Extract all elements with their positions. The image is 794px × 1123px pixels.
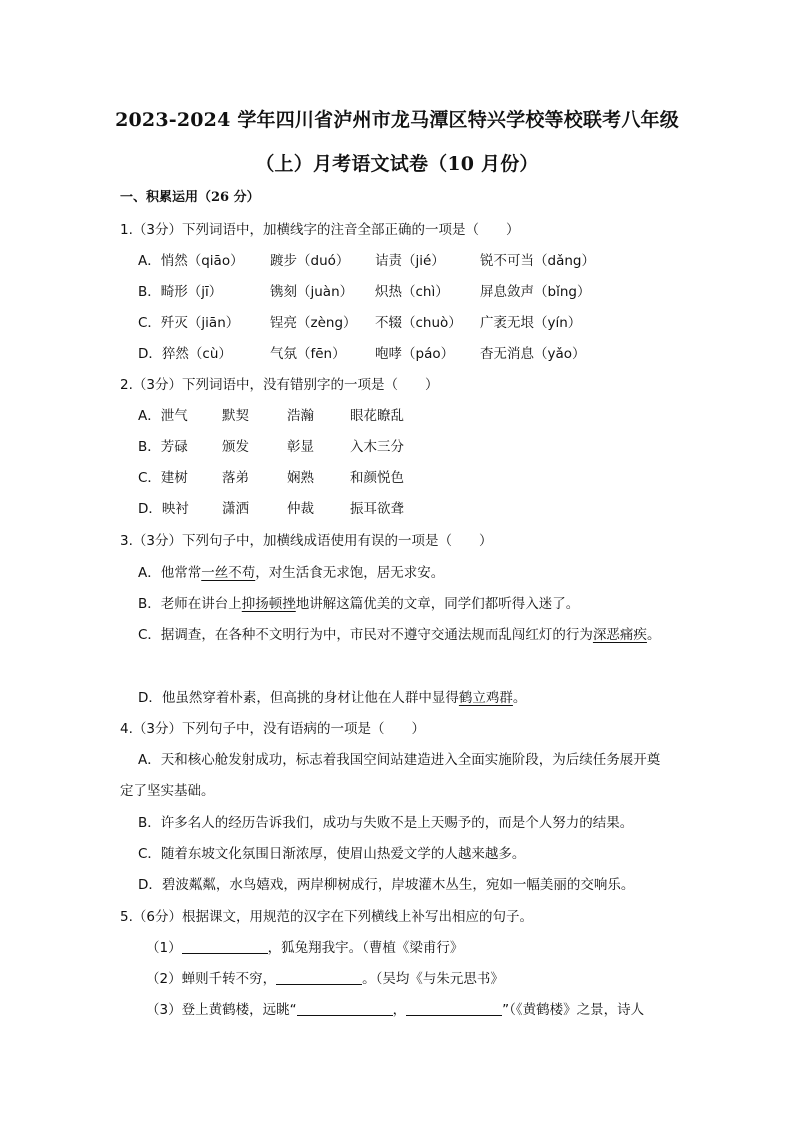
option-cell: 振耳欲聋: [350, 501, 404, 517]
item-text: ”（《黄鹤楼》之景，诗人: [502, 1002, 645, 1018]
question-5-item-2: [146, 967, 504, 987]
option-cell: 咆哮（páo）: [375, 346, 455, 362]
option-text: A．他常常: [138, 565, 202, 581]
option-cell: 炽热（chì）: [375, 284, 449, 300]
option-text: B．老师在讲台上: [138, 596, 242, 612]
option-text: 地讲解这篇优美的文章，同学们都听得入迷了。: [295, 596, 580, 612]
option-cell: 眼花瞭乱: [350, 408, 404, 424]
option-cell: 浩瀚: [287, 408, 314, 424]
question-4-option-c: C．随着东坡文化氛围日渐浓厚，使眉山热爱文学的人越来越多。: [138, 846, 526, 862]
option-cell: 镌刻（juàn）: [270, 284, 354, 300]
item-text: ，狐兔翔我宇。（曹植《梁甫行》: [267, 940, 464, 956]
option-cell: 气氛（fēn）: [270, 346, 346, 362]
option-cell: 不辍（chuò）: [375, 315, 462, 331]
answer-blank[interactable]: [276, 970, 362, 985]
question-4-option-b: B．许多名人的经历告诉我们，成功与失败不是上天赐予的，而是个人努力的结果。: [138, 815, 634, 831]
option-cell: B．芳碌: [138, 439, 188, 455]
option-cell: 默契: [222, 408, 249, 424]
question-3-option-a: [138, 561, 444, 581]
question-5-item-1: [146, 936, 463, 956]
question-5-stem: 5.（6分）根据课文，用规范的汉字在下列横线上补写出相应的句子。: [120, 909, 533, 925]
option-cell: 彰显: [287, 439, 314, 455]
option-cell: B．畸形（jī）: [138, 284, 223, 300]
option-text: D．他虽然穿着朴素，但高挑的身材让他在人群中显得: [138, 690, 459, 706]
question-3-option-c: [138, 623, 660, 643]
item-text: ，: [392, 1002, 407, 1018]
answer-blank[interactable]: [406, 1001, 502, 1016]
underlined-idiom: 一丝不苟: [201, 565, 256, 581]
option-cell: 诘责（jié）: [375, 253, 445, 269]
title-line-1: 2023-2024 学年四川省泸州市龙马潭区特兴学校等校联考八年级: [115, 109, 679, 131]
option-cell: D．猝然（cù）: [138, 346, 232, 362]
option-cell: 屏息敛声（bǐng）: [480, 284, 591, 300]
option-cell: 落弟: [222, 470, 249, 486]
option-cell: C．建树: [138, 470, 188, 486]
option-cell: 仲裁: [287, 501, 314, 517]
answer-blank[interactable]: [297, 1001, 393, 1016]
answer-blank[interactable]: [182, 939, 268, 954]
item-text: （1）: [146, 940, 182, 956]
option-text: C．据调查，在各种不文明行为中，市民对不遵守交通法规而乱闯红灯的行为: [138, 627, 593, 643]
option-cell: 颁发: [222, 439, 249, 455]
question-5-item-3: [146, 998, 644, 1018]
item-text: 。（吴均《与朱元思书》: [362, 971, 504, 987]
question-4-stem: 4.（3分）下列句子中，没有语病的一项是（ ）: [120, 721, 425, 737]
option-cell: A．悄然（qiāo）: [138, 253, 244, 269]
option-cell: A．泄气: [138, 408, 188, 424]
title-line-2: （上）月考语文试卷（10 月份）: [255, 153, 539, 175]
question-3-stem: 3.（3分）下列句子中，加横线成语使用有误的一项是（ ）: [120, 533, 493, 549]
option-cell: 杳无消息（yǎo）: [480, 346, 586, 362]
question-4-option-d: D．碧波粼粼，水鸟嬉戏，两岸柳树成行，岸坡灌木丛生，宛如一幅美丽的交响乐。: [138, 877, 635, 893]
option-cell: 入木三分: [350, 439, 404, 455]
item-text: （3）登上黄鹤楼，远眺“: [146, 1002, 297, 1018]
question-1-stem: 1.（3分）下列词语中，加横线字的注音全部正确的一项是（ ）: [120, 222, 520, 238]
question-4-option-a-line-1: A．天和核心舱发射成功，标志着我国空间站建造进入全面实施阶段，为后续任务展开奠: [138, 752, 661, 768]
question-4-option-a-line-2: 定了坚实基础。: [120, 783, 215, 799]
option-cell: 娴熟: [287, 470, 314, 486]
section-heading: 一、积累运用（26 分）: [120, 190, 260, 205]
question-2-stem: 2.（3分）下列词语中，没有错别字的一项是（ ）: [120, 377, 439, 393]
option-cell: 锐不可当（dǎng）: [480, 253, 595, 269]
underlined-idiom: 抑扬顿挫: [241, 596, 296, 612]
option-cell: 潇洒: [222, 501, 249, 517]
option-cell: 和颜悦色: [350, 470, 404, 486]
option-cell: D．映衬: [138, 501, 189, 517]
underlined-idiom: 深恶痛疾: [592, 627, 647, 643]
option-text: 。: [512, 690, 527, 706]
option-text: ，对生活食无求饱，居无求安。: [255, 565, 445, 581]
question-3-option-d: [138, 686, 526, 706]
item-text: （2）蝉则千转不穷，: [146, 971, 277, 987]
option-cell: C．歼灭（jiān）: [138, 315, 240, 331]
option-text: 。: [646, 627, 661, 643]
option-cell: 锃亮（zèng）: [270, 315, 357, 331]
option-cell: 广袤无垠（yín）: [480, 315, 582, 331]
underlined-idiom: 鹤立鸡群: [458, 690, 513, 706]
option-cell: 踱步（duó）: [270, 253, 350, 269]
question-3-option-b: [138, 592, 579, 612]
